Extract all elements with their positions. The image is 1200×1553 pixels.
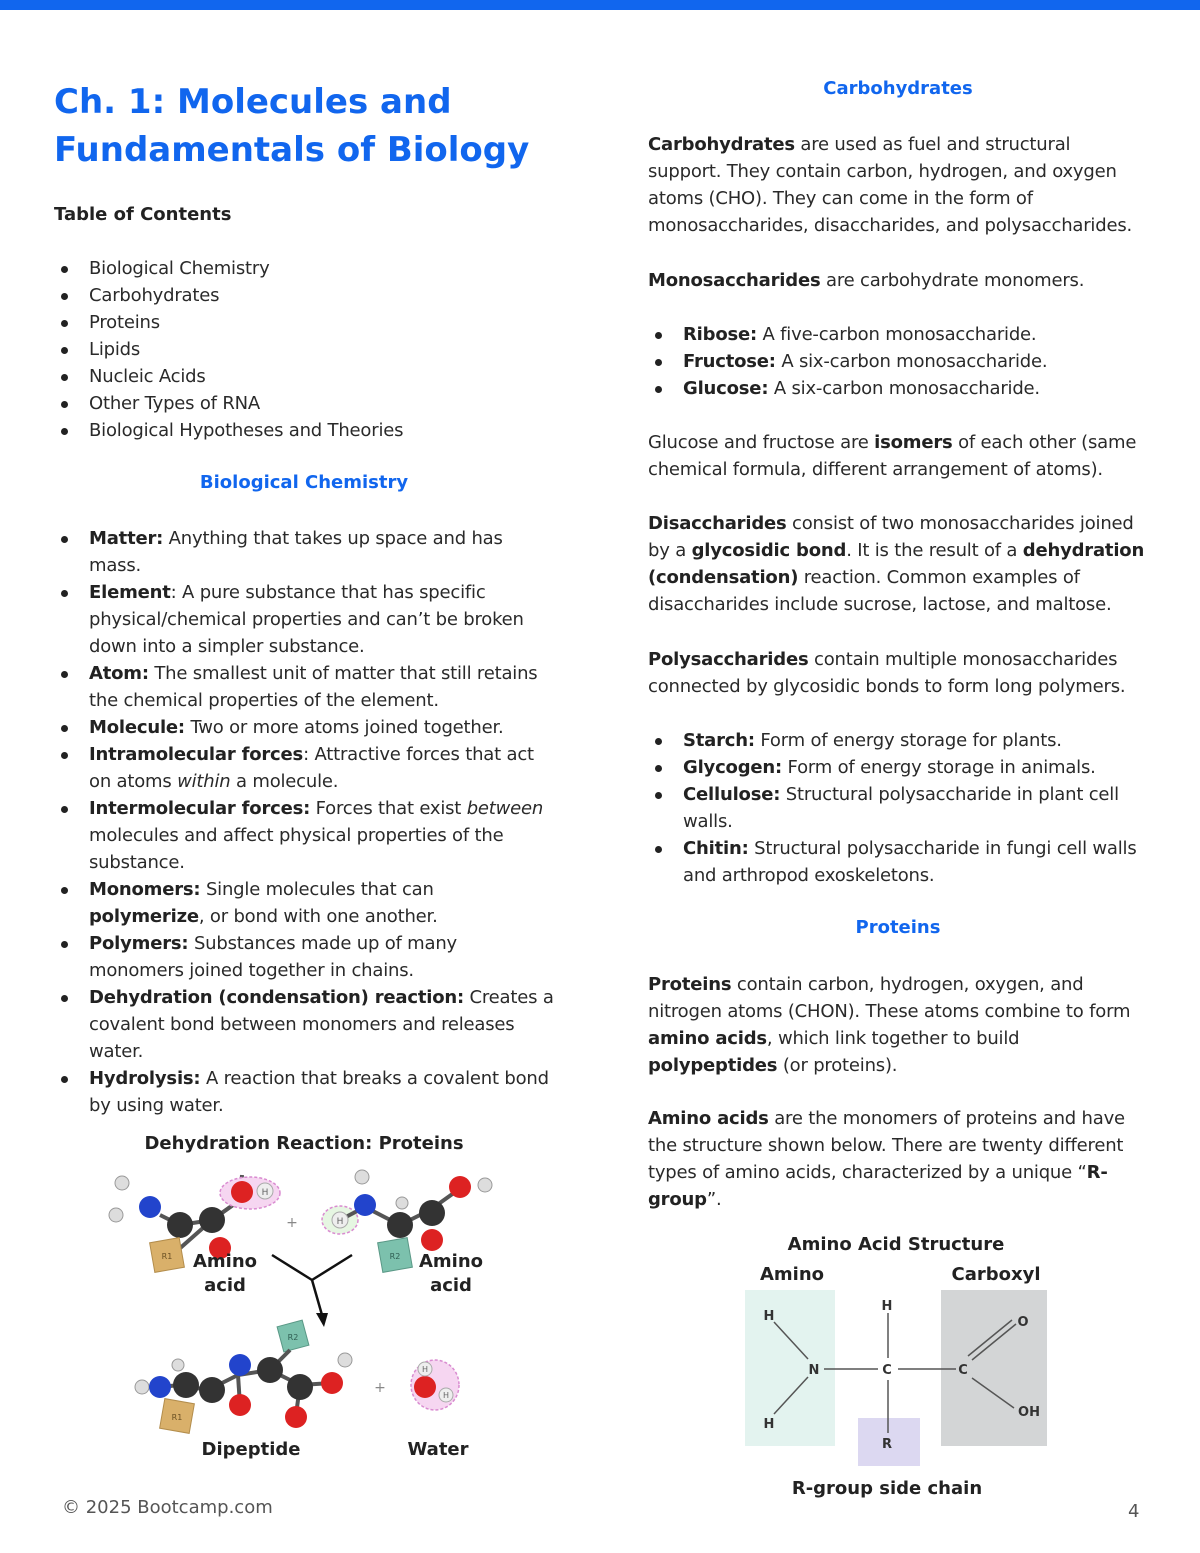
fig-atom-label: H [261,1188,269,1198]
reaction-arrow [272,1255,352,1327]
toc-item[interactable]: Carbohydrates [54,282,554,309]
toc-item[interactable]: Biological Hypotheses and Theories [54,417,554,444]
section-heading-carbohydrates: Carbohydrates [823,78,973,99]
atom-oh: OH [1018,1405,1040,1420]
list-item: Ribose: A five-carbon monosaccharide. [648,321,1148,348]
amino-group-label: Amino [759,1264,825,1285]
atom-h: H [763,1309,775,1324]
fig-r-label: R2 [389,1252,401,1261]
atom-n: N [808,1363,820,1378]
atom-c: C [958,1363,968,1378]
section-heading-biological-chemistry: Biological Chemistry [199,472,409,493]
page-title-line-1: Ch. 1: Molecules and [54,82,452,122]
amino-acid-structure-figure [740,1228,1060,1503]
toc-title: Table of Contents [54,204,232,225]
toc-item[interactable]: Other Types of RNA [54,390,554,417]
page-number: 4 [1128,1501,1140,1522]
plus-sign: + [374,1380,386,1396]
mono-list [648,321,1148,402]
dipeptide-model [135,1320,352,1433]
fig-atom-label: H [336,1217,344,1227]
fig-r-label: R1 [171,1413,183,1422]
footer-copyright: © 2025 Bootcamp.com [62,1497,273,1518]
list-item: Monomers: Single molecules that can polymerize, or bond with one another. [54,876,554,930]
amino-acid-label: acid [204,1275,246,1296]
carbs-intro-paragraph: Carbohydrates are used as fuel and structural support. They contain carbon, hydrogen, and oxygen atoms (CHO). They can come in the form of monosaccharides, disaccharides, and polysaccharides. [648,134,1133,236]
list-item: Element: A pure substance that has specific physical/chemical properties and can’t be broken down into a simpler substance. [54,579,554,660]
toc-item[interactable]: Proteins [54,309,554,336]
proteins-paragraph: Proteins contain carbon, hydrogen, oxygen, and nitrogen atoms (CHON). These atoms combine to form amino acids, which link together to build polypeptides (or proteins). [648,974,1131,1076]
dehydration-figure-title: Dehydration Reaction: Proteins [144,1133,464,1154]
list-item: Glucose: A six-carbon monosaccharide. [648,375,1148,402]
plus-sign: + [286,1215,298,1231]
fig-r-label: R1 [161,1252,173,1261]
amino-acid-label: Amino [192,1251,258,1272]
amino-group-box [745,1290,835,1446]
atom-o: O [1017,1315,1029,1330]
amino-acid-label: acid [430,1275,472,1296]
amino-figure-title: Amino Acid Structure [787,1234,1005,1255]
dehydration-reaction-figure [100,1165,510,1465]
fig-atom-label: H [421,1365,429,1374]
list-item: Cellulose: Structural polysaccharide in plant cell walls. [648,781,1148,835]
list-item: Fructose: A six-carbon monosaccharide. [648,348,1148,375]
fig-r-label: R2 [287,1333,299,1342]
top-accent-bar [0,0,1200,10]
list-item: Intermolecular forces: Forces that exist between molecules and affect physical properties of the substance. [54,795,554,876]
list-item: Dehydration (condensation) reaction: Creates a covalent bond between monomers and releases water. [54,984,554,1065]
amino-acids-paragraph: Amino acids are the monomers of proteins and have the structure shown below. There are twenty different types of amino acids, characterized by a unique “R-group”. [648,1108,1125,1210]
dipeptide-label: Dipeptide [201,1439,301,1460]
fig-atom-label: H [442,1391,450,1400]
atom-c: C [882,1363,892,1378]
list-item: Starch: Form of energy storage for plants. [648,727,1148,754]
list-item: Glycogen: Form of energy storage in animals. [648,754,1148,781]
atom-h: H [881,1299,893,1314]
atom-r: R [881,1437,893,1452]
toc-item[interactable]: Nucleic Acids [54,363,554,390]
atom-h: H [763,1417,775,1432]
water-label: Water [407,1439,469,1460]
biochem-list [54,525,554,1119]
toc-list [54,255,554,444]
list-item: Atom: The smallest unit of matter that still retains the chemical properties of the element. [54,660,554,714]
carboxyl-group-box [941,1290,1047,1446]
toc-item[interactable]: Lipids [54,336,554,363]
section-heading-proteins: Proteins [855,917,941,938]
isomer-paragraph: Glucose and fructose are isomers of each other (same chemical formula, different arrangement of atoms). [648,432,1137,480]
list-item: Hydrolysis: A reaction that breaks a covalent bond by using water. [54,1065,554,1119]
polysaccharide-paragraph: Polysaccharides contain multiple monosaccharides connected by glycosidic bonds to form long polymers. [648,649,1126,697]
list-item: Chitin: Structural polysaccharide in fungi cell walls and arthropod exoskeletons. [648,835,1148,889]
poly-list [648,727,1148,889]
toc-item[interactable]: Biological Chemistry [54,255,554,282]
list-item: Polymers: Substances made up of many monomers joined together in chains. [54,930,554,984]
disaccharide-paragraph: Disaccharides consist of two monosaccharides joined by a glycosidic bond. It is the result of a dehydration (condensation) reaction. Common examples of disaccharides include sucrose, lactose, and maltose. [648,513,1145,615]
list-item: Matter: Anything that takes up space and has mass. [54,525,554,579]
list-item: Molecule: Two or more atoms joined together. [54,714,554,741]
amino-acid-label: Amino [418,1251,484,1272]
mono-paragraph: Monosaccharides are carbohydrate monomers. [648,270,1085,291]
water-model [411,1360,459,1410]
page-title [54,78,574,174]
page-title-line-2: Fundamentals of Biology [54,130,530,170]
carboxyl-group-label: Carboxyl [951,1264,1041,1285]
list-item: Intramolecular forces: Attractive forces that act on atoms within a molecule. [54,741,554,795]
r-group-label: R-group side chain [791,1478,983,1499]
